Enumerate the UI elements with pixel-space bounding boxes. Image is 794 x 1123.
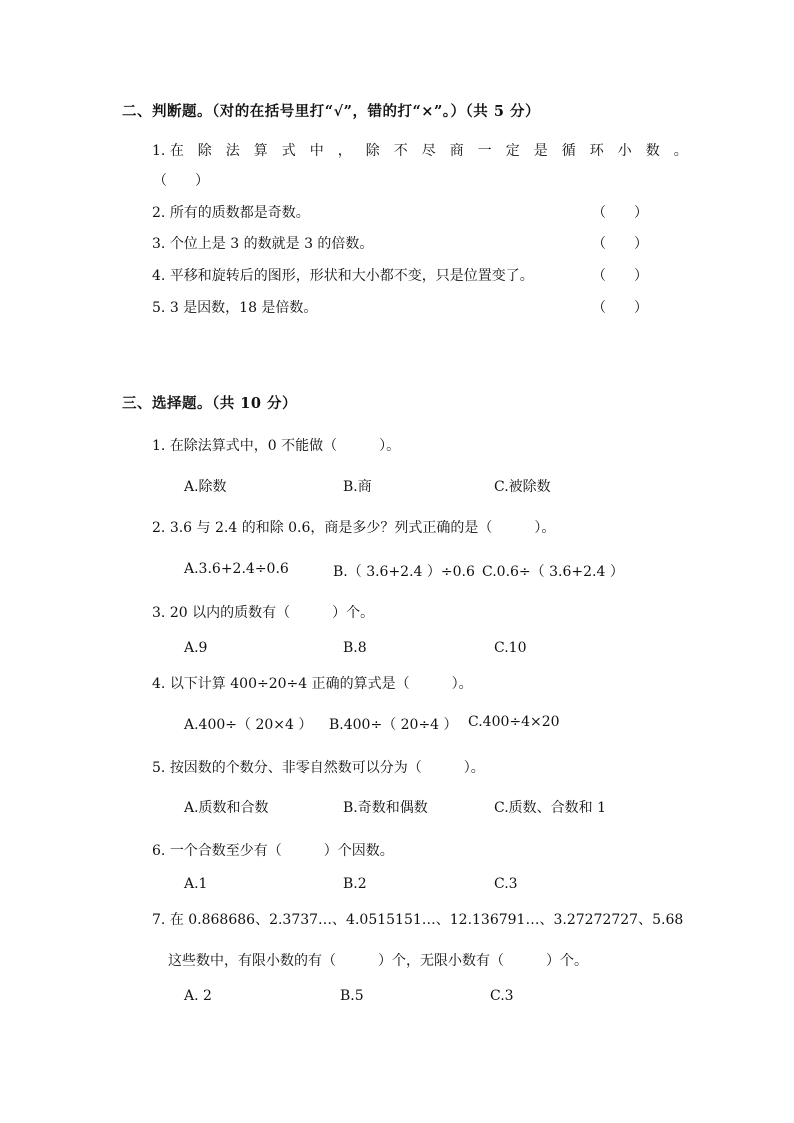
question-5-num: 5.	[152, 760, 166, 776]
judge-item-5-paren[interactable]: （ ）	[592, 300, 648, 316]
question-4-option-b[interactable]: B.400÷（ 20÷4 ）	[329, 717, 458, 733]
question-1-text: 在除法算式中，0 不能做（ ）。	[169, 438, 401, 454]
judge-item-3-num: 3.	[152, 236, 166, 252]
question-6-text: 一个合数至少有（ ）个因数。	[169, 843, 394, 859]
question-2-option-a[interactable]: A.3.6+2.4÷0.6	[184, 561, 289, 577]
question-3-option-a[interactable]: A.9	[184, 640, 208, 656]
judge-item-1-paren[interactable]: （ ）	[153, 173, 209, 189]
question-1-option-b[interactable]: B.商	[343, 479, 372, 495]
question-4-option-c[interactable]: C.400÷4×20	[468, 714, 560, 730]
question-5-option-b[interactable]: B.奇数和偶数	[343, 800, 428, 816]
question-2-num: 2.	[152, 520, 166, 536]
question-7	[152, 909, 683, 929]
question-7-option-b[interactable]: B.5	[340, 988, 364, 1004]
question-7-text: 在 0.868686、2.3737…、4.0515151…、12.136791…、3.2727272​7、5.68	[169, 912, 684, 928]
question-6-num: 6.	[152, 843, 166, 859]
question-5-option-c[interactable]: C.质数、合数和 1	[494, 800, 607, 816]
question-3-text: 20 以内的质数有（ ）个。	[169, 605, 375, 621]
question-3	[152, 602, 374, 622]
question-7-option-a[interactable]: A. 2	[184, 988, 212, 1004]
section2-title: 二、判断题。（对的在括号里打“√”，错的打“×”。）（共 5 分）	[122, 103, 540, 120]
question-6-option-c[interactable]: C.3	[494, 876, 518, 892]
question-3-option-c[interactable]: C.10	[494, 640, 527, 656]
question-6-option-b[interactable]: B.2	[343, 876, 367, 892]
question-4-option-a[interactable]: A.400÷（ 20×4 ）	[184, 717, 313, 733]
question-7-num: 7.	[152, 912, 166, 928]
question-4-num: 4.	[152, 676, 166, 692]
question-7-text-line2: 这些数中，有限小数的有（ ）个，无限小数有（ ）个。	[168, 953, 588, 969]
judge-item-3-text: 个位上是 3 的数就是 3 的倍数。	[169, 236, 374, 252]
judge-item-4-text: 平移和旋转后的图形，形状和大小都不变，只是位置变了。	[169, 268, 534, 284]
judge-item-4-num: 4.	[152, 268, 166, 284]
question-2	[152, 517, 555, 537]
judge-item-2	[152, 202, 310, 222]
judge-item-5	[152, 297, 317, 317]
question-2-option-c[interactable]: C.0.6÷（ 3.6+2.4 ）	[482, 564, 624, 580]
judge-item-2-paren[interactable]: （ ）	[592, 205, 648, 221]
judge-item-1-num: 1.	[152, 143, 166, 159]
question-5	[152, 757, 485, 777]
judge-item-2-text: 所有的质数都是奇数。	[169, 205, 310, 221]
question-5-text: 按因数的个数分、非零自然数可以分为（ ）。	[169, 760, 485, 776]
question-3-num: 3.	[152, 605, 166, 621]
question-4	[152, 673, 473, 693]
judge-item-5-num: 5.	[152, 300, 166, 316]
question-2-option-b[interactable]: B.（ 3.6+2.4 ）÷0.6	[333, 564, 475, 580]
question-1-option-a[interactable]: A.除数	[184, 479, 227, 495]
question-6	[152, 840, 394, 860]
judge-item-3-paren[interactable]: （ ）	[592, 236, 648, 252]
judge-item-5-text: 3 是因数，18 是倍数。	[169, 300, 318, 316]
judge-item-2-num: 2.	[152, 205, 166, 221]
judge-item-4	[152, 265, 534, 285]
judge-item-3	[152, 233, 373, 253]
question-1-option-c[interactable]: C.被除数	[494, 479, 551, 495]
question-4-text: 以下计算 400÷20÷4 正确的算式是（ ）。	[169, 676, 473, 692]
question-2-text: 3.6 与 2.4 的和除 0.6，商是多少？列式正确的是（ ）。	[169, 520, 556, 536]
judge-item-4-paren[interactable]: （ ）	[592, 268, 648, 284]
question-3-option-b[interactable]: B.8	[343, 640, 367, 656]
question-1-num: 1.	[152, 438, 166, 454]
judge-item-1	[152, 140, 702, 160]
judge-item-1-text: 在除法算式中，除不尽商一定是循环小数。	[169, 143, 702, 159]
question-7-option-c[interactable]: C.3	[490, 988, 514, 1004]
question-6-option-a[interactable]: A.1	[184, 876, 208, 892]
question-1	[152, 435, 400, 455]
section3-title: 三、选择题。（共 10 分）	[122, 395, 298, 412]
question-5-option-a[interactable]: A.质数和合数	[184, 800, 269, 816]
